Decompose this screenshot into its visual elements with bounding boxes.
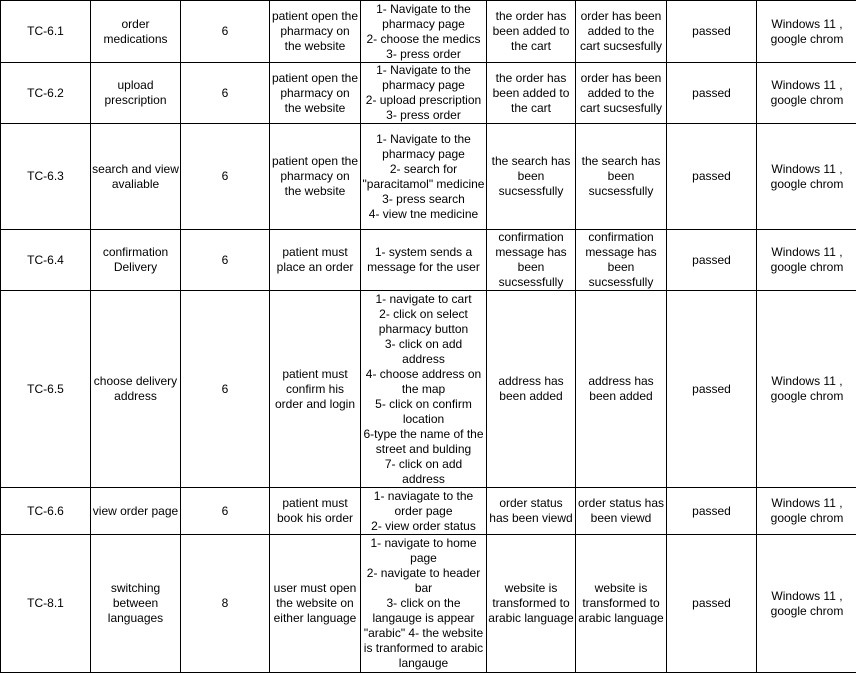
table-row: [1, 291, 856, 488]
test-case-status: passed: [667, 488, 757, 535]
test-case-steps: [361, 1, 487, 63]
test-case-environment: Windows 11 , google chrom: [757, 488, 856, 535]
test-case-expected-result: website is transformed to arabic language: [487, 535, 576, 673]
test-case-id: TC-6.1: [1, 1, 91, 63]
test-step: 6-type the name of the street and bulding: [362, 427, 485, 457]
test-case-actual-result: the search has been sucsessfully: [576, 124, 667, 230]
test-case-expected-result: the order has been added to the cart: [487, 1, 576, 63]
test-step: 3- click on the langauge is appear "arabic" 4- the website is tranformed to arabic langauge: [362, 596, 485, 671]
test-step: 2- search for "paracitamol" medicine: [362, 162, 485, 192]
test-case-precondition: patient open the pharmacy on the website: [270, 63, 361, 124]
test-case-id: TC-6.4: [1, 230, 91, 291]
test-case-status: passed: [667, 291, 757, 488]
test-step: 1- navigate to cart: [362, 292, 485, 307]
test-case-expected-result: confirmation message has been sucsessfully: [487, 230, 576, 291]
test-step: 1- navigate to home page: [362, 536, 485, 566]
test-case-id: TC-6.2: [1, 63, 91, 124]
test-case-steps: [361, 535, 487, 673]
test-case-priority: 6: [181, 488, 270, 535]
test-case-expected-result: address has been added: [487, 291, 576, 488]
test-case-priority: 6: [181, 124, 270, 230]
test-case-priority: 6: [181, 230, 270, 291]
test-step: 3- press order: [362, 108, 485, 123]
test-case-id: TC-6.3: [1, 124, 91, 230]
test-case-expected-result: the search has been sucsessfully: [487, 124, 576, 230]
test-case-body: [1, 1, 856, 673]
test-case-priority: 6: [181, 63, 270, 124]
test-case-precondition: patient must confirm his order and login: [270, 291, 361, 488]
table-row: [1, 124, 856, 230]
table-row: [1, 230, 856, 291]
test-step: 2- navigate to header bar: [362, 566, 485, 596]
test-case-status: passed: [667, 1, 757, 63]
test-case-steps: [361, 230, 487, 291]
test-step: 3- press order: [362, 47, 485, 62]
test-case-steps: [361, 124, 487, 230]
table-row: [1, 535, 856, 673]
test-step: 5- click on confirm location: [362, 397, 485, 427]
test-case-priority: 6: [181, 1, 270, 63]
test-case-id: TC-6.6: [1, 488, 91, 535]
test-case-steps: [361, 291, 487, 488]
test-case-steps: [361, 63, 487, 124]
test-case-actual-result: website is transformed to arabic language: [576, 535, 667, 673]
test-case-feature: confirmation Delivery: [91, 230, 181, 291]
test-case-actual-result: address has been added: [576, 291, 667, 488]
test-case-feature: switching between languages: [91, 535, 181, 673]
test-case-actual-result: order status has been viewd: [576, 488, 667, 535]
test-step: 3- click on add address: [362, 337, 485, 367]
test-step: 3- press search: [362, 192, 485, 207]
test-case-feature: order medications: [91, 1, 181, 63]
test-case-status: passed: [667, 535, 757, 673]
table-row: [1, 488, 856, 535]
test-step: 2- choose the medics: [362, 32, 485, 47]
test-case-feature: view order page: [91, 488, 181, 535]
test-case-priority: 8: [181, 535, 270, 673]
test-step: 2- click on select pharmacy button: [362, 307, 485, 337]
test-case-environment: Windows 11 , google chrom: [757, 535, 856, 673]
test-step: 1- system sends a message for the user: [362, 245, 485, 275]
test-case-feature: choose delivery address: [91, 291, 181, 488]
test-case-precondition: patient must book his order: [270, 488, 361, 535]
table-row: [1, 1, 856, 63]
test-step: 1- Navigate to the pharmacy page: [362, 63, 485, 93]
test-case-environment: Windows 11 , google chrom: [757, 63, 856, 124]
test-case-status: passed: [667, 230, 757, 291]
test-case-id: TC-6.5: [1, 291, 91, 488]
test-step: 2- view order status: [362, 519, 485, 534]
test-case-actual-result: order has been added to the cart sucsesfully: [576, 1, 667, 63]
test-case-precondition: patient open the pharmacy on the website: [270, 1, 361, 63]
test-case-precondition: user must open the website on either language: [270, 535, 361, 673]
test-case-environment: Windows 11 , google chrom: [757, 230, 856, 291]
test-case-actual-result: confirmation message has been sucsessfully: [576, 230, 667, 291]
test-case-priority: 6: [181, 291, 270, 488]
test-case-id: TC-8.1: [1, 535, 91, 673]
test-step: 4- choose address on the map: [362, 367, 485, 397]
test-case-precondition: patient open the pharmacy on the website: [270, 124, 361, 230]
test-step: 1- naviagate to the order page: [362, 489, 485, 519]
test-step: 2- upload prescription: [362, 93, 485, 108]
test-step: 7- click on add address: [362, 457, 485, 487]
test-case-status: passed: [667, 63, 757, 124]
test-case-environment: Windows 11 , google chrom: [757, 1, 856, 63]
test-case-feature: upload prescription: [91, 63, 181, 124]
test-case-steps: [361, 488, 487, 535]
test-case-precondition: patient must place an order: [270, 230, 361, 291]
table-row: [1, 63, 856, 124]
test-case-actual-result: order has been added to the cart sucsesfully: [576, 63, 667, 124]
test-case-status: passed: [667, 124, 757, 230]
test-case-environment: Windows 11 , google chrom: [757, 291, 856, 488]
test-case-feature: search and view avaliable: [91, 124, 181, 230]
test-step: 4- view tne medicine: [362, 207, 485, 222]
test-case-environment: Windows 11 , google chrom: [757, 124, 856, 230]
test-case-expected-result: order status has been viewd: [487, 488, 576, 535]
test-case-expected-result: the order has been added to the cart: [487, 63, 576, 124]
test-step: 1- Navigate to the pharmacy page: [362, 132, 485, 162]
test-step: 1- Navigate to the pharmacy page: [362, 2, 485, 32]
